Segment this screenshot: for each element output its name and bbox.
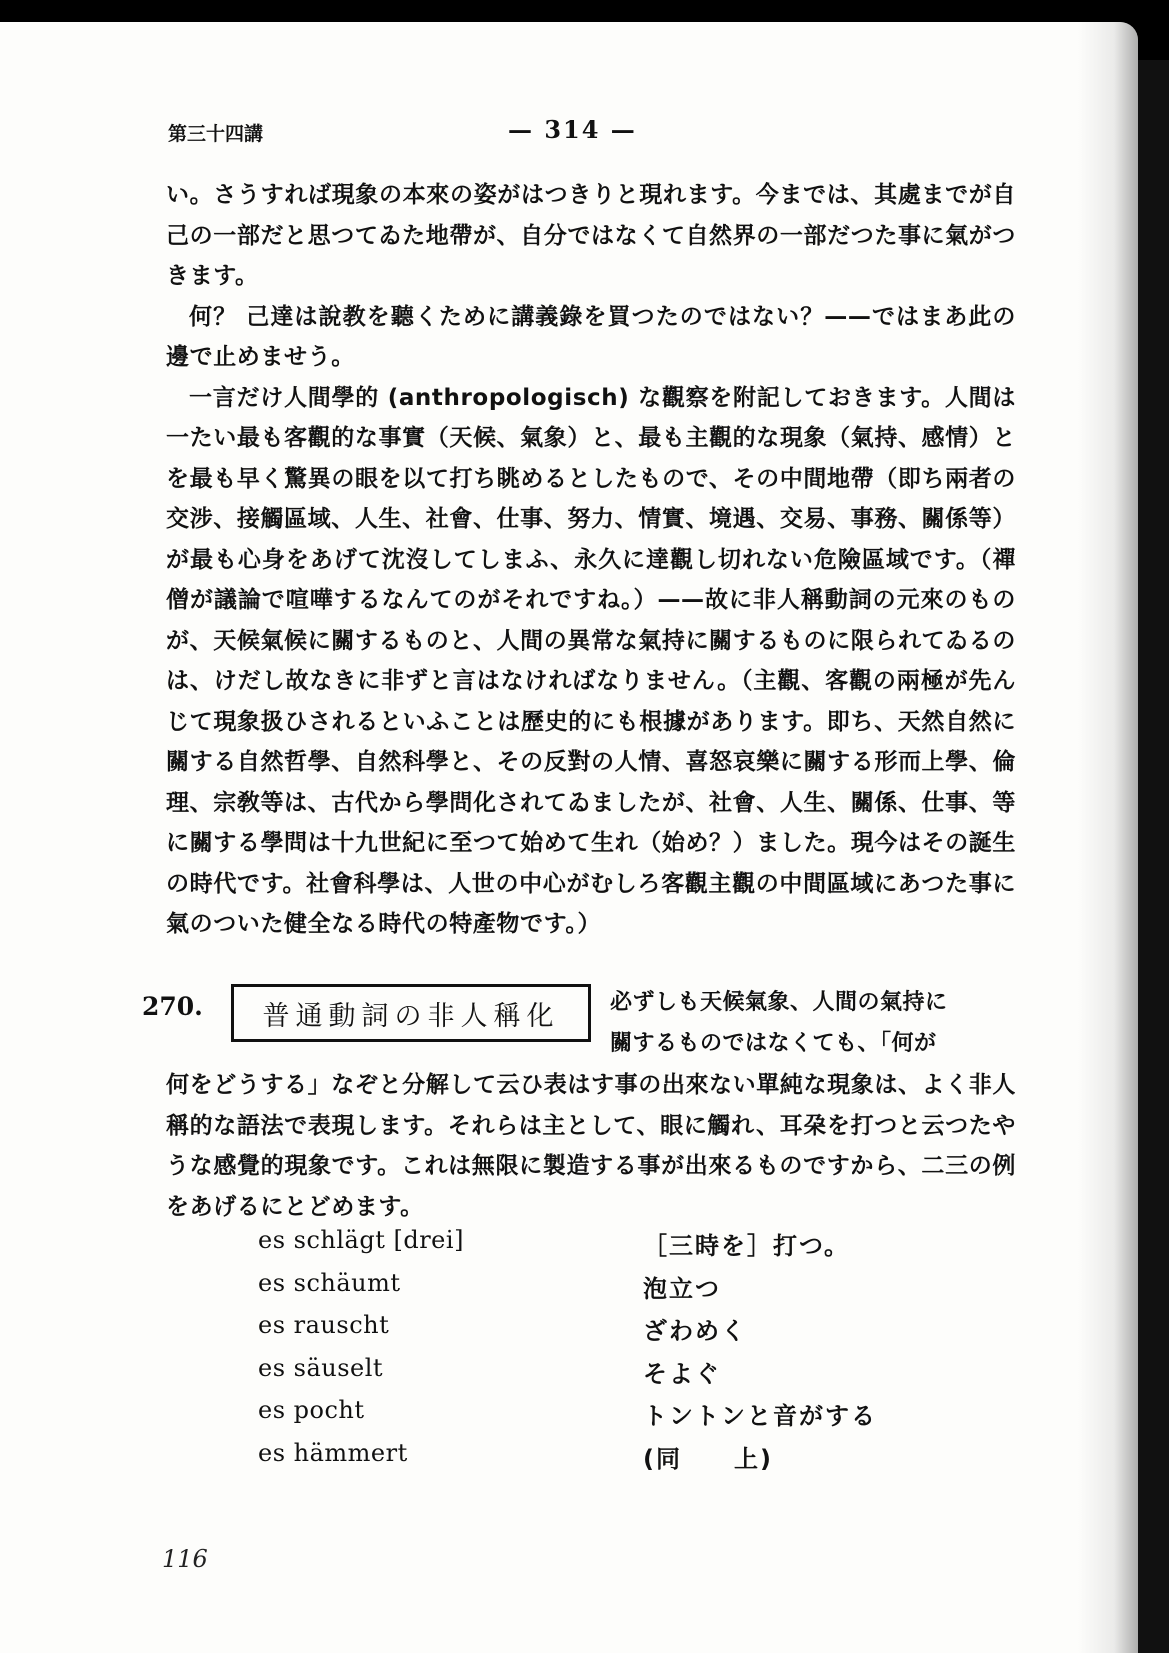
book-page: [0, 22, 1138, 1653]
example-japanese: (同 上): [643, 1444, 773, 1473]
example-german: es schäumt: [258, 1268, 401, 1297]
example-list: [258, 1226, 958, 1481]
page-number: — 314 —: [508, 115, 637, 144]
example-german: es säuselt: [258, 1353, 384, 1382]
body-text: [166, 175, 1016, 945]
example-japanese: ［三時を］打つ。: [643, 1232, 851, 1260]
example-german: es pocht: [258, 1396, 365, 1424]
section-paragraph: 何をどうする」なぞと分解して云ひ表はす事の出來ない單純な現象は、よく非人稱的な語法で表現します。それらは主として、眼に觸れ、耳朶を打つと云つたやうな感覺的現象です。これは無限に製造する事が出來るものですから、二三の例をあげるにとどめます。: [166, 1072, 1016, 1220]
example-japanese: 泡立つ: [643, 1274, 721, 1303]
folio-number: 116: [162, 1545, 208, 1573]
example-japanese: トントンと音がする: [643, 1402, 877, 1430]
chapter-title: 第三十四講: [168, 123, 264, 145]
example-german: es rauscht: [258, 1311, 390, 1339]
paragraph-1: い。さうすれば現象の本來の姿がはつきりと現れます。今までは、其處までが自己の一部だと思つてゐた地帶が、自分ではなくて自然界の一部だつた事に氣がつきます。: [166, 182, 1016, 289]
section-title-box: [231, 984, 591, 1042]
paragraph-2: 何？ 己達は說教を聽くために講義錄を買つたのではない？——ではまあ此の邊で止めませう。: [166, 303, 1016, 370]
example-german: es hämmert: [258, 1438, 408, 1467]
section-number: 270.: [142, 992, 203, 1021]
example-row: [258, 1354, 958, 1397]
page-curl-shadow: [1078, 22, 1138, 1653]
side-text-line-2: 關するものではなくても、「何が: [610, 1031, 937, 1056]
section-heading: [142, 984, 1002, 1064]
page-edge: [1138, 60, 1169, 1653]
running-header: [168, 115, 998, 149]
side-text-line-1: 必ずしも天候氣象、人間の氣持に: [610, 990, 948, 1015]
example-row: [258, 1396, 958, 1439]
example-german: es schlägt [drei]: [258, 1226, 464, 1254]
paragraph-3: 一言だけ人間學的 (anthropologisch) な觀察を附記しておきます。人間は一たい最も客觀的な事實（天候、氣象）と、最も主觀的な現象（氣持、感情）とを最も早く驚異の眼を以て打ち眺めるとしたもので、その中間地帶（即ち兩者の交涉、接觸區域、人生、社會、仕事、努力、情實、境遇、交易、事務、關係等）が最も心身をあげて沈沒してしまふ、永久に達觀し切れない危險區域です。（禪僧が議論で喧嘩するなんてのがそれですね。）——故に非人稱動詞の元來のものが、天候氣候に關するものと、人間の異常な氣持に關するものに限られてゐるのは、けだし故なきに非ずと言はなければなりません。（主觀、客觀の兩極が先んじて現象扱ひされるといふことは歷史的にも根據があります。即ち、天然自然に關する自然哲學、自然科學と、その反對の人情、喜怒哀樂に關する形而上學、倫理、宗敎等は、古代から學問化されてゐましたが、社會、人生、關係、仕事、等に關する學問は十九世紀に至つて始めて生れ（始め？）ました。現今はその誕生の時代です。社會科學は、人世の中心がむしろ客觀主觀の中間區域にあつた事に氣のついた健全なる時代の特產物です。）: [166, 384, 1016, 937]
example-row: [258, 1311, 958, 1354]
example-row: [258, 1269, 958, 1312]
section-title: 普通動詞の非人稱化: [262, 1000, 560, 1032]
example-japanese: ざわめく: [643, 1317, 747, 1345]
section-body-text: [166, 1065, 1016, 1227]
example-row: [258, 1226, 958, 1269]
example-japanese: そよぐ: [643, 1359, 721, 1388]
section-side-text: [610, 982, 1000, 1064]
example-row: [258, 1439, 958, 1482]
